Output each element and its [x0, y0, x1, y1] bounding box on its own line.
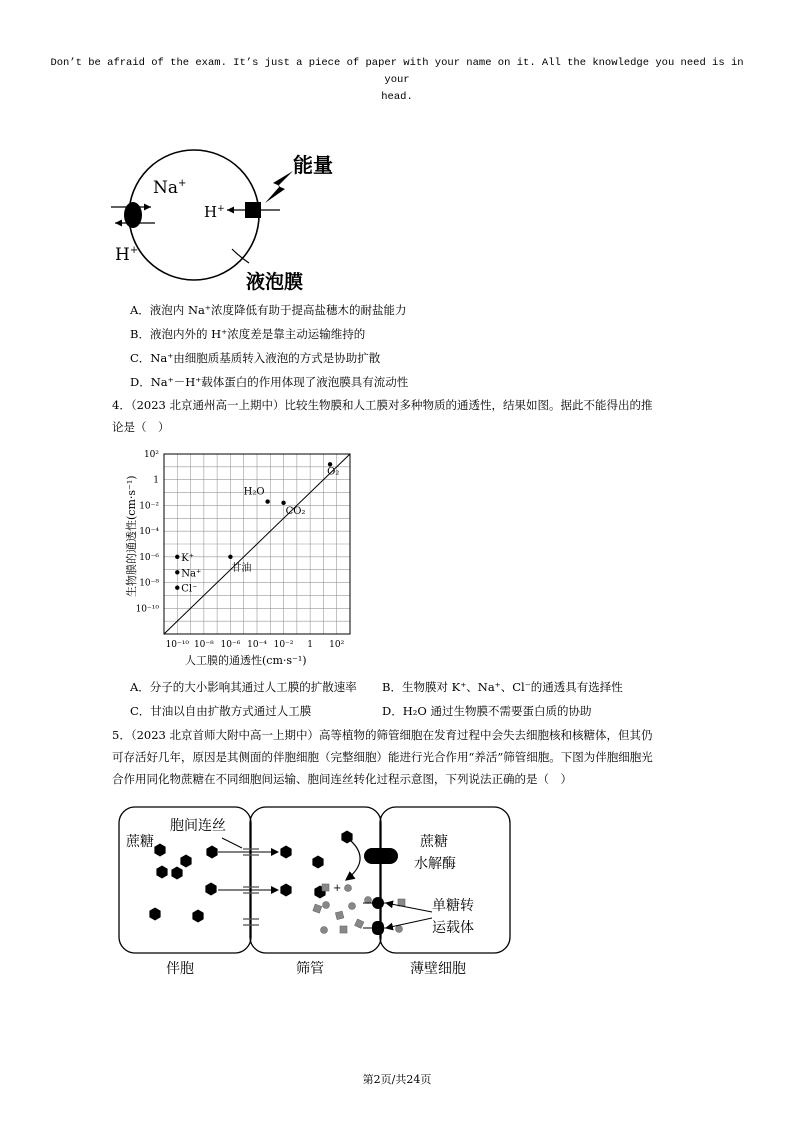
- q5-stem-line-3: 合作用同化物蔗糖在不同细胞间运输、胞间连丝转化过程示意图，下列说法正确的是（ ）: [112, 772, 572, 786]
- sucrose-molecule: [156, 866, 167, 879]
- na-label: Na+: [153, 178, 187, 198]
- vacuole-circle: [129, 150, 259, 280]
- data-point: [175, 570, 179, 574]
- motto-line-2: head.: [381, 91, 413, 103]
- x-tick-label: 1: [307, 640, 314, 650]
- h-arrowhead: [115, 220, 122, 227]
- sucrose-molecule: [154, 844, 165, 857]
- q4-option-b: B．生物膜对 K⁺、Na⁺、Cl⁻的通透具有选择性: [382, 680, 623, 694]
- sucrose-molecule: [171, 867, 182, 880]
- data-point: [175, 586, 179, 590]
- y-tick-label: 1: [153, 475, 159, 486]
- chart-ylabel: 生物膜的通透性(cm·s⁻¹): [125, 475, 138, 597]
- y-tick-label: 10⁻⁶: [139, 552, 159, 563]
- sucrose-molecule: [280, 884, 291, 897]
- sieve-tube-cell: [250, 807, 381, 953]
- sucrose-molecule: [149, 908, 160, 921]
- q3-option-b: B．液泡内外的 H⁺浓度差是靠主动运输维持的: [130, 327, 366, 341]
- x-tick-label: 10⁻²: [273, 640, 294, 650]
- data-point-label: 甘油: [231, 562, 252, 574]
- na-h-carrier: [124, 202, 142, 228]
- data-point-label: Na⁺: [181, 568, 202, 580]
- pump-arrowhead: [227, 207, 234, 214]
- data-point: [265, 499, 269, 503]
- plasmodesmata-label: 胞间连丝: [170, 818, 226, 834]
- transporter-pointer-1: [386, 903, 432, 912]
- sucrose-molecule: [180, 855, 191, 868]
- q5-stem-line-1: 5．（2023 北京首师大附中高一上期中）高等植物的筛管细胞在发育过程中会失去细胞核和核糖体，但其仍: [112, 728, 653, 742]
- sieve-tube-label: 筛管: [296, 961, 324, 977]
- q4-stem-line-2: 论是（ ）: [112, 420, 170, 434]
- transporter-pointer-2: [386, 918, 432, 928]
- y-tick-label: 10⁻⁸: [139, 578, 159, 589]
- chart-xlabel: 人工膜的通透性(cm·s⁻¹): [185, 654, 307, 667]
- na-arrowhead: [144, 204, 151, 211]
- q4-option-d: D．H₂O 通过生物膜不需要蛋白质的协助: [382, 704, 592, 718]
- sucrose-molecule: [280, 846, 291, 859]
- sucrose-molecule: [206, 846, 217, 859]
- permeability-chart: [115, 442, 375, 672]
- plasmodesmata-pointer: [222, 838, 242, 848]
- sucrose-transport-figure: [110, 800, 530, 985]
- q4-option-a: A．分子的大小影响其通过人工膜的扩散速率: [130, 680, 357, 694]
- data-point-label: CO₂: [285, 505, 306, 517]
- transporter-label-2: 运载体: [432, 920, 474, 936]
- y-tick-label: 10⁻⁴: [139, 527, 159, 538]
- monosaccharides: [313, 884, 405, 934]
- motto-line-1: Don’t be afraid of the exam. It’s just a piece of paper with your name on it. All the knowledge you need is in your: [50, 57, 744, 86]
- sucrase-label-2: 水解酶: [414, 856, 456, 872]
- q4-stem: [112, 394, 772, 438]
- monosaccharide-transporters: [363, 897, 392, 935]
- data-point-label: O₂: [327, 466, 340, 478]
- sucrose-molecule: [205, 883, 216, 896]
- sucrase-label-1: 蔗糖: [420, 834, 448, 850]
- lightning-icon: [265, 171, 293, 203]
- data-point-label: Cl⁻: [181, 583, 198, 595]
- q5-stem-line-2: 可存活好几年，原因是其侧面的伴胞细胞（完整细胞）能进行光合作用“养活”筛管细胞。下图为伴胞细胞光: [112, 750, 653, 764]
- q3-option-a: A．液泡内 Na⁺浓度降低有助于提高盐穗木的耐盐能力: [130, 303, 407, 317]
- parenchyma-label: 薄壁细胞: [410, 961, 466, 977]
- sucrase-reaction-arrow: [346, 840, 360, 880]
- sucrose-molecule: [312, 856, 323, 869]
- data-point: [175, 555, 179, 559]
- q4-stem-line-1: 4．（2023 北京通州高一上期中）比较生物膜和人工膜对多种物质的通透性，结果如图。据此不能得出的推: [112, 398, 653, 412]
- sucrose-molecule: [192, 910, 203, 923]
- q5-stem: [112, 724, 782, 790]
- sucrase-enzyme: [364, 848, 398, 864]
- energy-label: 能量: [293, 153, 333, 177]
- header-motto: [40, 55, 754, 106]
- page-number: 第2页/共24页: [362, 1073, 432, 1086]
- y-tick-label: 10⁻²: [139, 501, 159, 512]
- q3-option-d: D．Na⁺－H⁺载体蛋白的作用体现了液泡膜具有流动性: [130, 375, 409, 389]
- y-tick-label: 10⁻¹⁰: [135, 604, 159, 615]
- membrane-label: 液泡膜: [246, 271, 304, 293]
- h-label-left: H+: [115, 245, 139, 265]
- q4-option-c: C．甘油以自由扩散方式通过人工膜: [130, 704, 312, 718]
- x-tick-label: 10⁻¹⁰: [165, 640, 189, 650]
- data-point-label: H₂O: [243, 486, 265, 498]
- vacuole-membrane-figure: [105, 145, 355, 295]
- x-tick-label: 10⁻⁸: [193, 640, 214, 650]
- q3-option-c: C．Na⁺由细胞质基质转入液泡的方式是协助扩散: [130, 351, 381, 365]
- data-point: [228, 555, 232, 559]
- companion-cell-label: 伴胞: [166, 961, 194, 977]
- y-tick-label: 10²: [143, 450, 159, 460]
- data-point-label: K⁺: [181, 552, 195, 564]
- x-tick-label: 10²: [329, 640, 345, 650]
- data-point: [281, 501, 285, 505]
- sucrose-label: 蔗糖: [126, 834, 154, 850]
- transporter-label-1: 单糖转: [432, 898, 474, 914]
- x-tick-label: 10⁻⁴: [247, 640, 267, 650]
- reaction-plus: +: [333, 883, 342, 894]
- h-label-pump: H+: [204, 203, 225, 221]
- x-tick-label: 10⁻⁶: [220, 640, 241, 650]
